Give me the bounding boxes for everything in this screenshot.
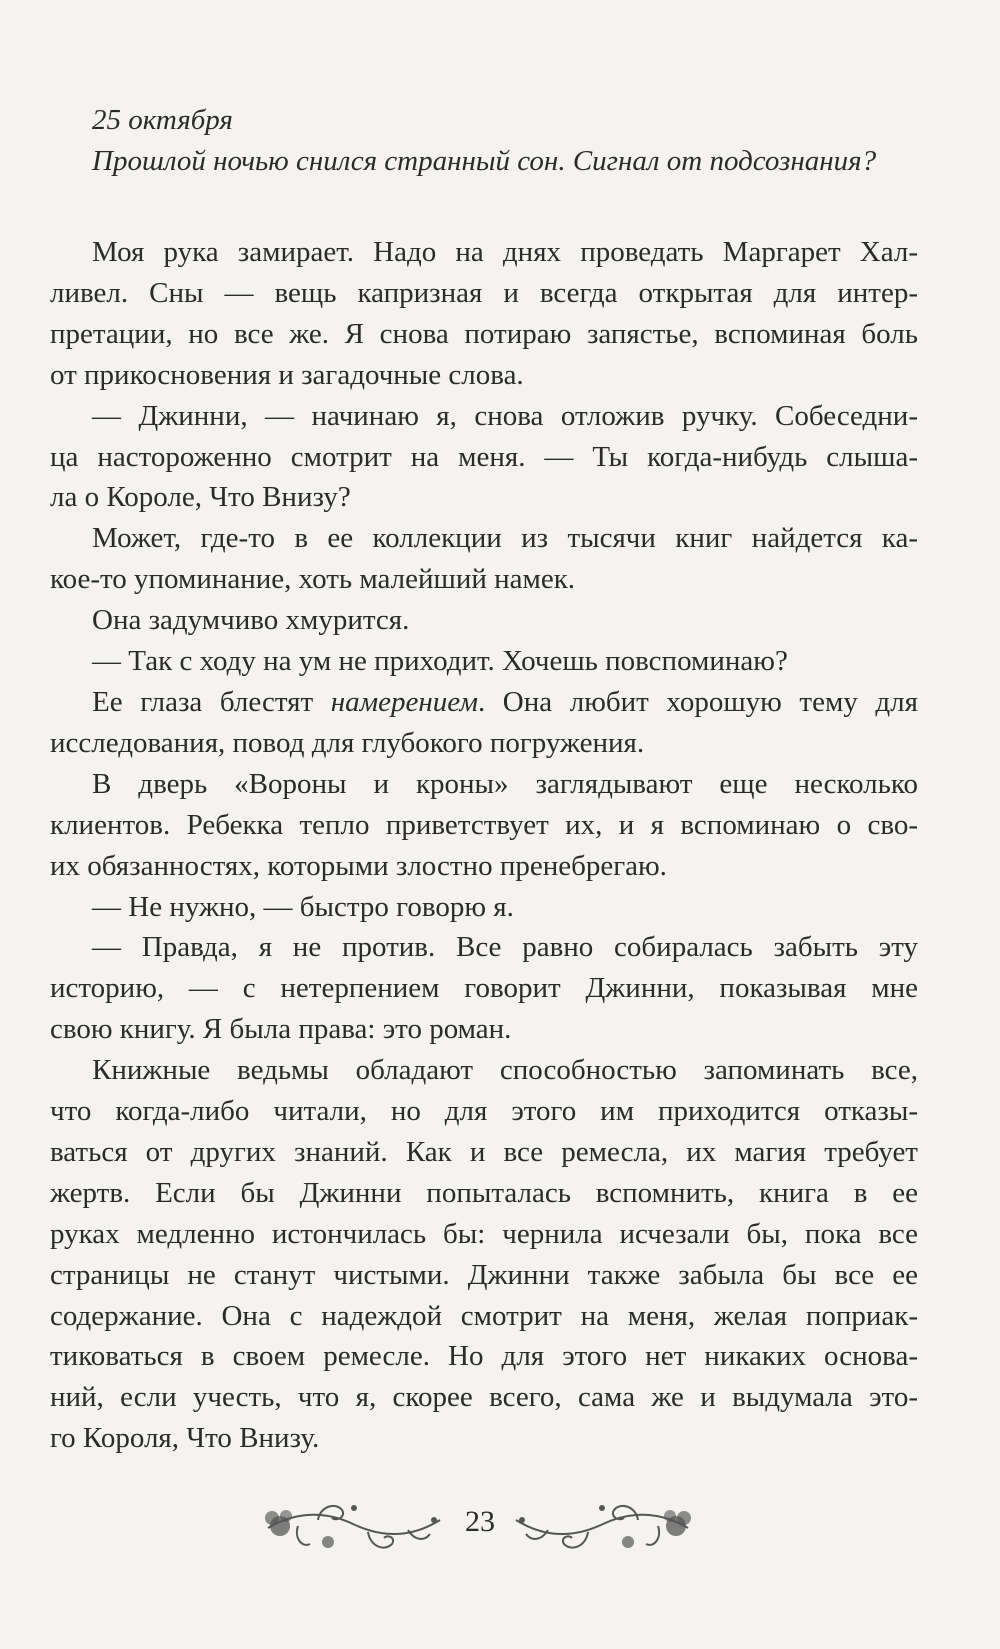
- text-line: Моя рука замирает. Надо на днях проведать Маргарет Хал-: [92, 236, 918, 268]
- text-line: го Короля, Что Внизу.: [50, 1422, 320, 1455]
- text-line: что когда-либо читали, но для этого им приходится отказы-: [50, 1095, 918, 1128]
- emphasized-word: намерением: [330, 685, 478, 718]
- text-line: ла о Короле, Что Внизу?: [50, 481, 351, 514]
- text-line: от прикосновения и загадочные слова.: [50, 358, 524, 391]
- text-line: — Так с ходу на ум не приходит. Хочешь повспоминаю?: [92, 645, 788, 678]
- diary-date: 25 октября: [92, 104, 233, 136]
- text-line: ний, если учесть, что я, скорее всего, сама же и выдумала это-: [50, 1381, 918, 1414]
- text-line: ваться от других знаний. Как и все ремесла, их магия требует: [50, 1135, 918, 1168]
- text-line: страницы не станут чистыми. Джинни также забыла бы все ее: [50, 1258, 918, 1291]
- text-line: кое-то упоминание, хоть малейший намек.: [50, 563, 576, 596]
- text-line: тиковаться в своем ремесле. Но для этого нет никаких основа-: [50, 1340, 918, 1373]
- text-line: ливел. Сны — вещь капризная и всегда открытая для интер-: [50, 276, 918, 309]
- diary-entry: [92, 100, 912, 182]
- text-line: их обязанностях, которыми злостно пренебрегаю.: [50, 849, 667, 882]
- page-number: 23: [465, 1505, 495, 1538]
- text-line: исследования, повод для глубокого погружения.: [50, 726, 645, 759]
- text-segment: Ее глаза блестят: [92, 685, 331, 718]
- text-line: Может, где-то в ее коллекции из тысячи книг найдется ка-: [92, 522, 918, 555]
- text-line: претации, но все же. Я снова потираю запястье, вспоминая боль: [50, 317, 918, 350]
- text-line: клиентов. Ребекка тепло приветствует их, и я вспоминаю о сво-: [50, 808, 918, 841]
- text-line: Она задумчиво хмурится.: [92, 604, 410, 637]
- text-line: — Правда, я не против. Все равно собиралась забыть эту: [92, 931, 918, 964]
- right-floral-ornament-icon: [508, 1490, 698, 1560]
- left-floral-ornament-icon: [258, 1490, 448, 1560]
- text-line: — Джинни, — начинаю я, снова отложив ручку. Собеседни-: [92, 399, 918, 432]
- text-line: ца настороженно смотрит на меня. — Ты когда-нибудь слыша-: [50, 440, 918, 473]
- text-line: руках медленно истончилась бы: чернила исчезали бы, пока все: [50, 1217, 918, 1250]
- text-segment: . Она любит хорошую тему для: [477, 685, 918, 718]
- text-line: жертв. Если бы Джинни попыталась вспомнить, книга в ее: [50, 1176, 918, 1209]
- text-line: В дверь «Вороны и кроны» заглядывают еще несколько: [92, 767, 918, 800]
- text-line: свою книгу. Я была права: это роман.: [50, 1013, 512, 1046]
- text-line: содержание. Она с надеждой смотрит на меня, желая поприак-: [50, 1299, 918, 1332]
- page-footer: [0, 1490, 1000, 1570]
- body-text: [50, 232, 918, 1459]
- text-line: Книжные ведьмы обладают способностью запоминать все,: [92, 1054, 918, 1087]
- text-line: — Не нужно, — быстро говорю я.: [92, 890, 514, 923]
- diary-text: Прошлой ночью снился странный сон. Сигнал от подсознания?: [92, 145, 877, 177]
- text-line: [50, 682, 918, 723]
- text-line: историю, — с нетерпением говорит Джинни, показывая мне: [50, 972, 918, 1005]
